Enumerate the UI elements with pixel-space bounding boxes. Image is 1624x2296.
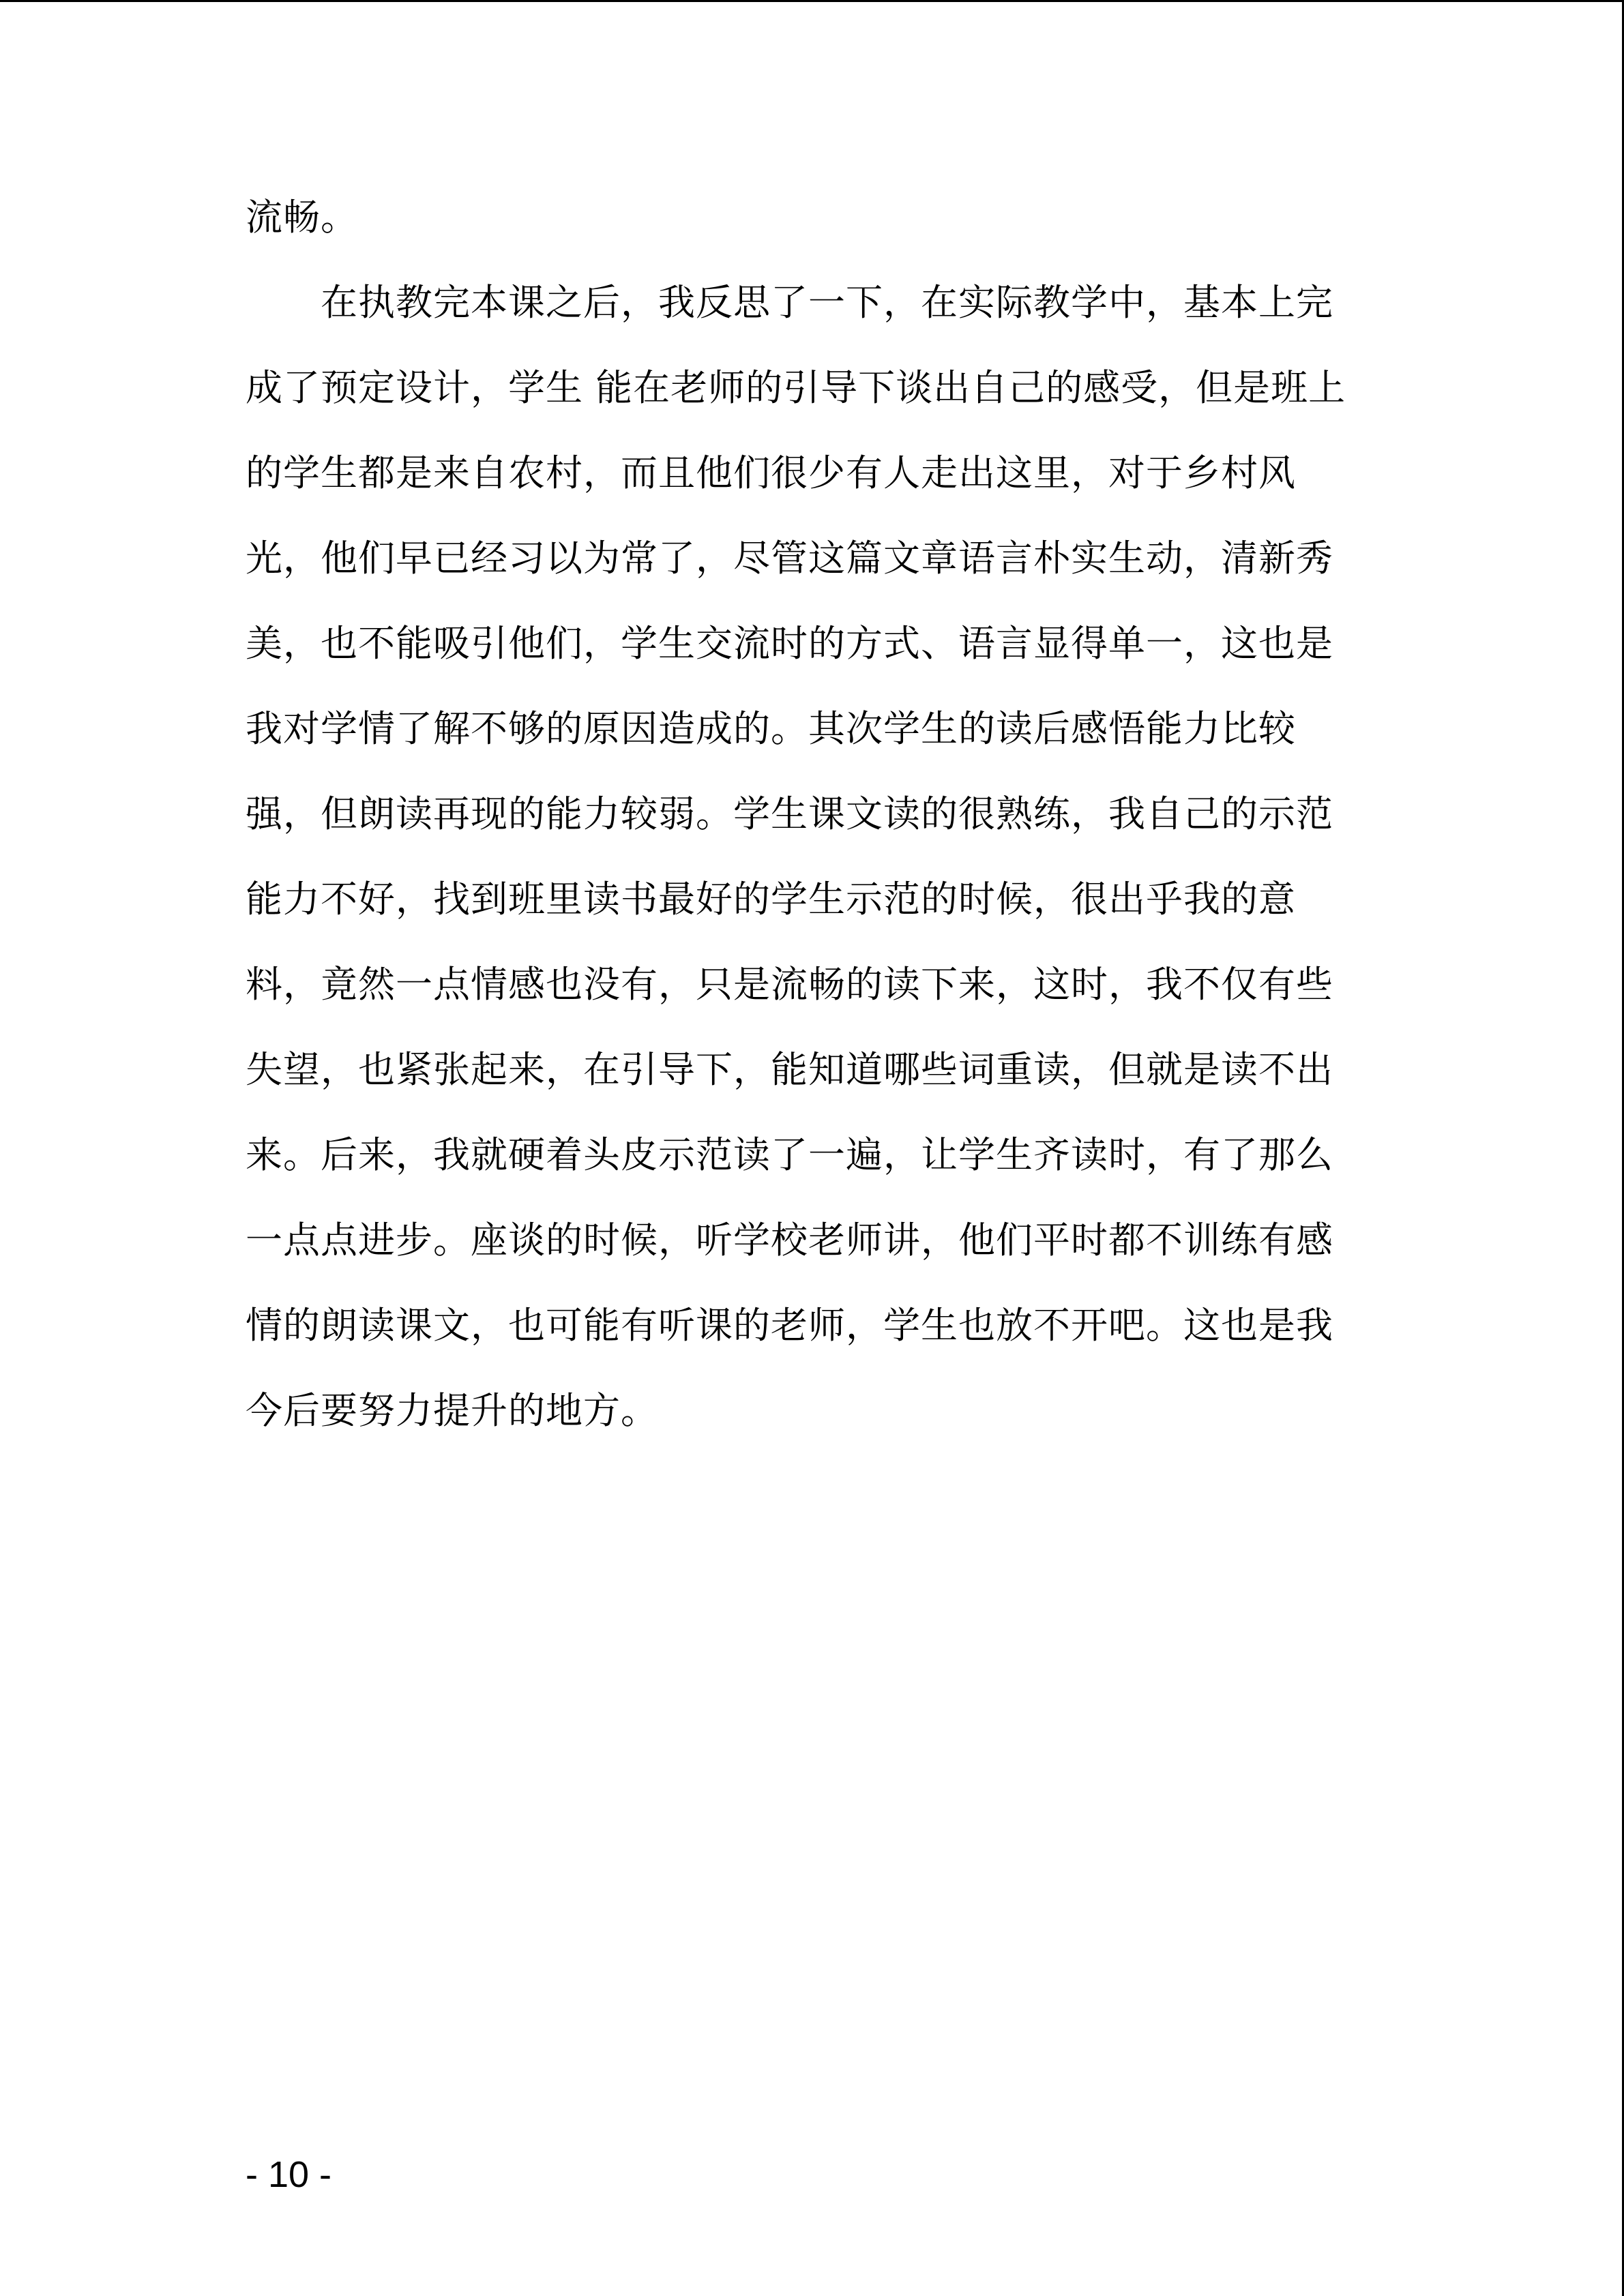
text-line: 情的朗读课文，也可能有听课的老师，学生也放不开吧。这也是我 bbox=[246, 1304, 1333, 1347]
text-line: 在执教完本课之后，我反思了一下，在实际教学中，基本上完 bbox=[246, 281, 1333, 324]
text-line: 我对学情了解不够的原因造成的。其次学生的读后感悟能力比较 bbox=[246, 707, 1296, 750]
text-line: 一点点进步。座谈的时候，听学校老师讲，他们平时都不训练有感 bbox=[246, 1219, 1333, 1262]
text-line: 能力不好，找到班里读书最好的学生示范的时候，很出乎我的意 bbox=[246, 878, 1296, 921]
text-line: 成了预定设计，学生 能在老师的引导下谈出自己的感受，但是班上 bbox=[246, 366, 1346, 409]
text-line: 来。后来，我就硬着头皮示范读了一遍，让学生齐读时，有了那么 bbox=[246, 1133, 1333, 1176]
text-line: 今后要努力提升的地方。 bbox=[246, 1389, 658, 1432]
text-line: 失望，也紧张起来，在引导下，能知道哪些词重读，但就是读不出 bbox=[246, 1048, 1333, 1091]
text-line: 的学生都是来自农村，而且他们很少有人走出这里，对于乡村风 bbox=[246, 451, 1296, 494]
text-line: 流畅。 bbox=[246, 196, 358, 239]
text-line: 料，竟然一点情感也没有，只是流畅的读下来，这时，我不仅有些 bbox=[246, 963, 1333, 1006]
text-line: 强，但朗读再现的能力较弱。学生课文读的很熟练，我自己的示范 bbox=[246, 792, 1333, 835]
text-line: 光，他们早已经习以为常了，尽管这篇文章语言朴实生动，清新秀 bbox=[246, 537, 1333, 580]
text-line: 美，也不能吸引他们，学生交流时的方式、语言显得单一，这也是 bbox=[246, 622, 1333, 665]
page-number: - 10 - bbox=[246, 2154, 332, 2195]
